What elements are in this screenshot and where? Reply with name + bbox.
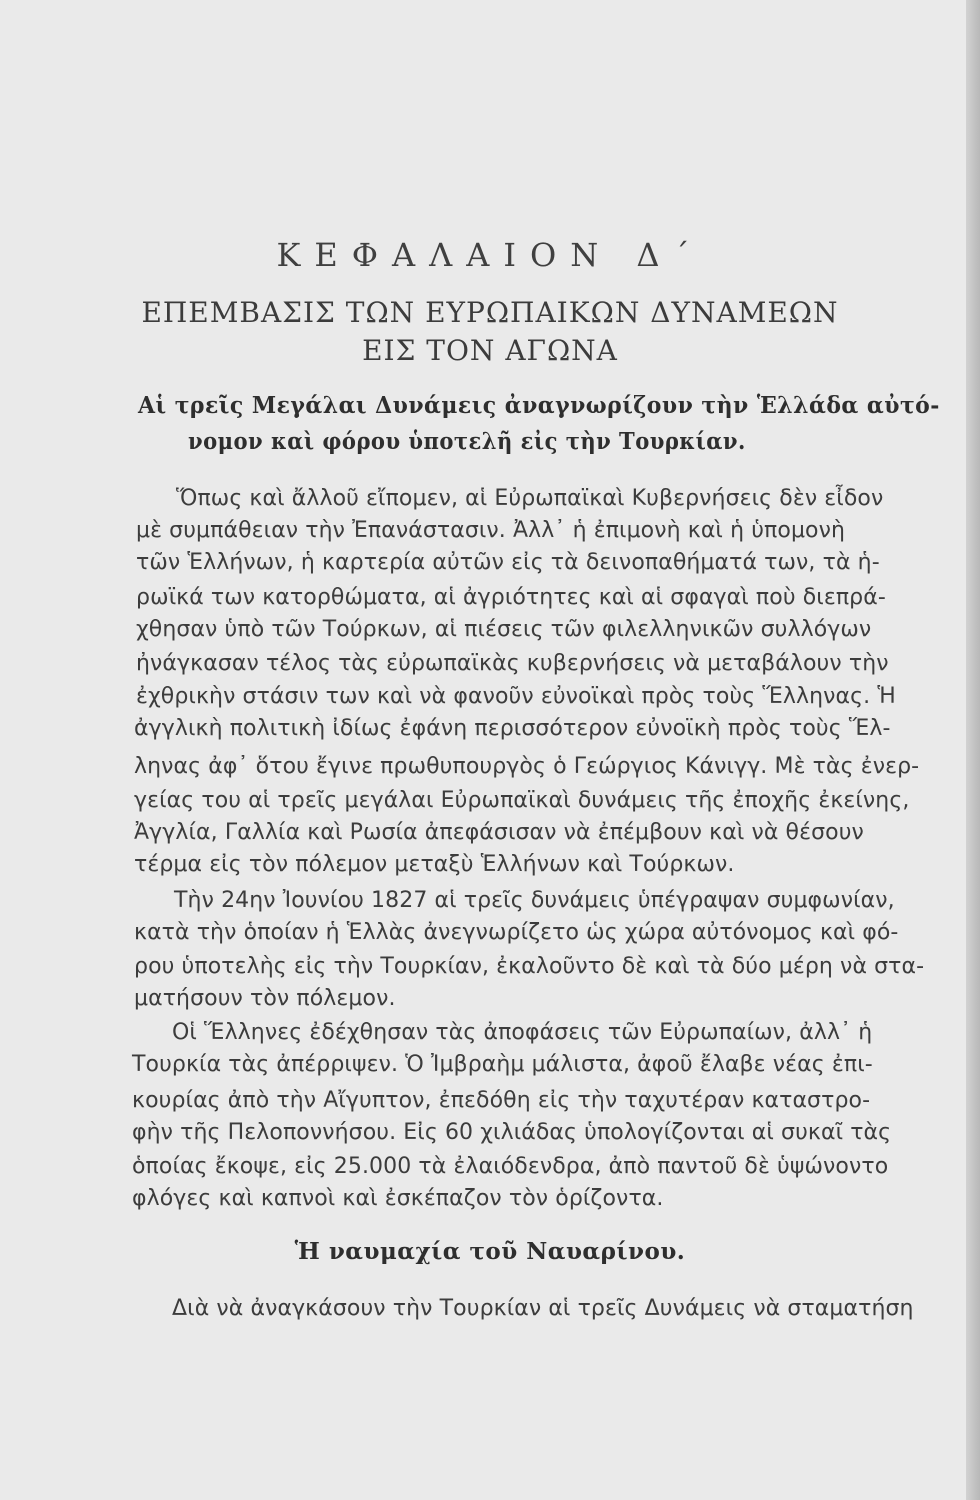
chapter-title-line-2: ΕΙΣ ΤΟΝ ΑΓΩΝΑ [362, 334, 618, 367]
subheading-line-2: νομον καὶ φόρου ὑποτελῆ εἰς τὴν Τουρκίαν. [188, 428, 746, 455]
text-line: μὲ συμπάθειαν τὴν Ἐπανάστασιν. Ἀλλ᾽ ἡ ἐπιμονὴ καὶ ἡ ὑπομονὴ [136, 518, 846, 543]
text-line: ρου ὑποτελὴς εἰς τὴν Τουρκίαν, ἐκαλοῦντο δὲ καὶ τὰ δύο μέρη νὰ στα- [134, 954, 925, 979]
text-line: Οἱ Ἕλληνες ἐδέχθησαν τὰς ἀποφάσεις τῶν Εὐρωπαίων, ἀλλ᾽ ἡ [172, 1020, 873, 1045]
text-line: ματήσουν τὸν πόλεμον. [134, 986, 396, 1011]
text-line: φὴν τῆς Πελοποννήσου. Εἰς 60 χιλιάδας ὑπολογίζονται αἱ συκαῖ τὰς [132, 1120, 892, 1145]
text-line: κατὰ τὴν ὁποίαν ἡ Ἑλλὰς ἀνεγνωρίζετο ὡς χώρα αὐτόνομος καὶ φό- [134, 920, 899, 945]
text-line: Ἀγγλία, Γαλλία καὶ Ρωσία ἀπεφάσισαν νὰ ἐπέμβουν καὶ νὰ θέσουν [134, 820, 864, 845]
text-line: γείας του αἱ τρεῖς μεγάλαι Εὐρωπαϊκαὶ δυνάμεις τῆς ἐποχῆς ἐκείνης, [134, 788, 910, 813]
text-line: Διὰ νὰ ἀναγκάσουν τὴν Τουρκίαν αἱ τρεῖς Δυνάμεις νὰ σταματήση [172, 1296, 914, 1321]
chapter-number: ΚΕΦΑΛΑΙΟΝ Δ΄ [276, 236, 704, 274]
text-line: ἀγγλικὴ πολιτικὴ ἰδίως ἐφάνη περισσότερον εὐνοϊκὴ πρὸς τοὺς Ἕλ- [134, 716, 891, 741]
text-line: Τουρκία τὰς ἀπέρριψεν. Ὁ Ἰμβραὴμ μάλιστα, ἀφοῦ ἔλαβε νέας ἐπι- [132, 1052, 873, 1077]
page-edge [966, 0, 980, 1500]
text-line: χθησαν ὑπὸ τῶν Τούρκων, αἱ πιέσεις τῶν φιλελληνικῶν συλλόγων [136, 617, 872, 642]
text-line: ὁποίας ἔκοψε, εἰς 25.000 τὰ ἐλαιόδενδρα, ἀπὸ παντοῦ δὲ ὑψώνοντο [132, 1154, 889, 1179]
text-line: ἐχθρικὴν στάσιν των καὶ νὰ φανοῦν εὐνοϊκαὶ πρὸς τοὺς Ἕλληνας. Ἡ [136, 684, 896, 709]
subheading-line-1: Αἱ τρεῖς Μεγάλαι Δυνάμεις ἀναγνωρίζουν τὴν Ἑλλάδα αὐτό- [138, 392, 940, 419]
text-line: ληνας ἀφ᾽ ὅτου ἔγινε πρωθυπουργὸς ὁ Γεώργιος Κάνιγγ. Μὲ τὰς ἐνερ- [134, 754, 920, 779]
text-line: τέρμα εἰς τὸν πόλεμον μεταξὺ Ἑλλήνων καὶ Τούρκων. [134, 852, 735, 877]
text-line: ἠνάγκασαν τέλος τὰς εὐρωπαϊκὰς κυβερνήσεις νὰ μεταβάλουν τὴν [136, 651, 889, 676]
text-line: Τὴν 24ην Ἰουνίου 1827 αἱ τρεῖς δυνάμεις ὑπέγραψαν συμφωνίαν, [174, 888, 895, 913]
text-line: φλόγες καὶ καπνοὶ καὶ ἐσκέπαζον τὸν ὁρίζοντα. [132, 1186, 664, 1211]
text-line: Ὅπως καὶ ἄλλοῦ εἴπομεν, αἱ Εὐρωπαϊκαὶ Κυβερνήσεις δὲν εἶδον [176, 486, 884, 511]
text-line: ρωϊκά των κατορθώματα, αἱ ἀγριότητες καὶ αἱ σφαγαὶ ποὺ διεπρά- [136, 585, 886, 610]
text-line: κουρίας ἀπὸ τὴν Αἴγυπτον, ἐπεδόθη εἰς τὴν ταχυτέραν καταστρο- [132, 1088, 871, 1113]
text-line: τῶν Ἑλλήνων, ἡ καρτερία αὐτῶν εἰς τὰ δεινοπαθήματά των, τὰ ἡ- [136, 550, 880, 575]
section-heading: Ἡ ναυμαχία τοῦ Ναυαρίνου. [294, 1238, 686, 1265]
chapter-title-line-1: ΕΠΕΜΒΑΣΙΣ ΤΩΝ ΕΥΡΩΠΑΙΚΩΝ ΔΥΝΑΜΕΩΝ [141, 296, 839, 329]
